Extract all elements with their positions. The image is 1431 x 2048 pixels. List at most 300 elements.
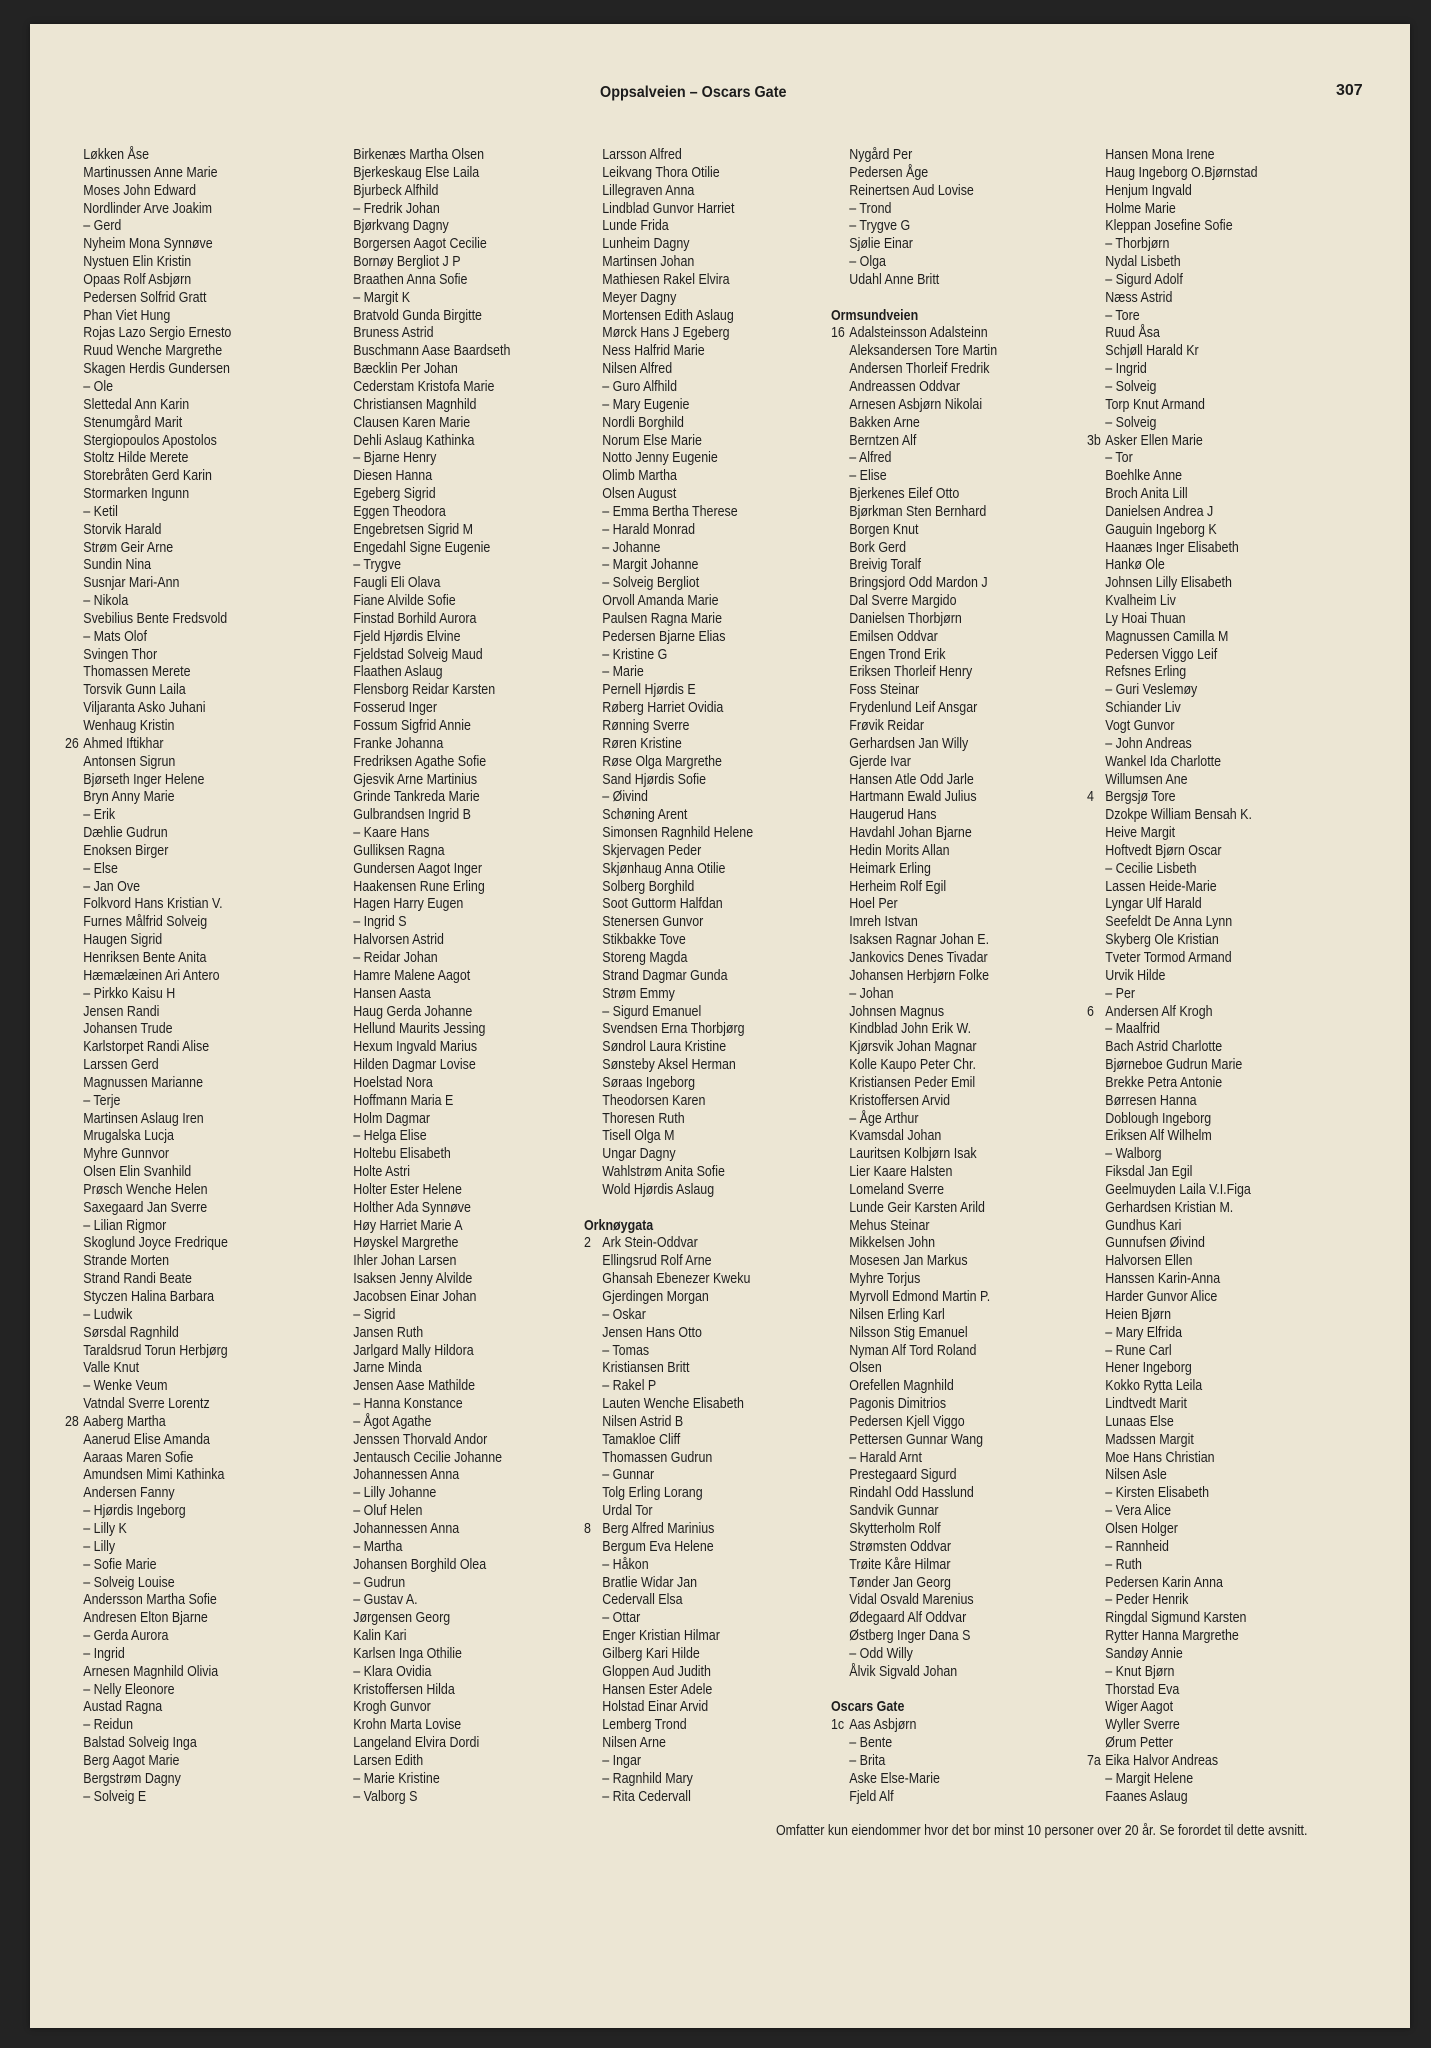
resident-name: Jankovics Denes Tivadar (849, 948, 988, 966)
resident-name: Soot Guttorm Halfdan (602, 895, 723, 913)
resident-name: Kolle Kaupo Peter Chr. (849, 1056, 976, 1074)
resident-name: Larsson Alfred (602, 146, 682, 163)
resident-name: Bjerkeskaug Else Laila (353, 163, 480, 181)
resident-name: Antonsen Sigrun (83, 752, 176, 770)
resident-name: – Ruth (1105, 1555, 1142, 1573)
resident-name: Ahmed Iftikhar (83, 734, 164, 752)
resident-name: – Hanna Konstance (353, 1395, 463, 1413)
resident-name: Theodorsen Karen (602, 1091, 706, 1109)
resident-name: Ringdal Sigmund Karsten (1105, 1609, 1247, 1627)
resident-name: – Ingar (602, 1751, 642, 1769)
resident-name: – Sofie Marie (83, 1555, 157, 1573)
resident-name: Strøm Emmy (602, 984, 675, 1002)
resident-name: Finstad Borhild Aurora (353, 609, 477, 627)
resident-name: Engen Trond Erik (849, 645, 946, 663)
resident-name: Enger Kristian Hilmar (602, 1627, 720, 1645)
resident-name: Aanerud Elise Amanda (83, 1430, 210, 1448)
resident-name: Bergum Eva Helene (602, 1537, 714, 1555)
resident-name: Berntzen Alf (849, 431, 917, 449)
resident-name: Meyer Dagny (602, 288, 677, 306)
resident-name: Strande Morten (83, 1252, 170, 1270)
resident-name: Lier Kaare Halsten (849, 1163, 953, 1181)
page-number: 307 (1336, 82, 1363, 99)
resident-name: – Vera Alice (1105, 1502, 1172, 1520)
resident-name: – John Andreas (1105, 734, 1192, 752)
resident-name: Kvalheim Liv (1105, 592, 1176, 610)
resident-name: Sønsteby Aksel Herman (602, 1056, 736, 1074)
resident-name: – Martha (353, 1537, 403, 1555)
resident-name: – Bente (849, 1734, 893, 1752)
resident-name: Jenssen Thorvald Andor (353, 1430, 488, 1448)
resident-name: – Harald Monrad (602, 520, 695, 538)
resident-name: Lassen Heide-Marie (1105, 877, 1217, 895)
resident-name: Ruud Wenche Margrethe (83, 342, 223, 360)
resident-name: Kristiansen Peder Emil (849, 1073, 976, 1091)
resident-name: Gjerdingen Morgan (602, 1288, 709, 1305)
resident-name: Danielsen Thorbjørn (849, 609, 962, 627)
house-number: 1c (831, 1716, 845, 1734)
resident-name: Olsen August (602, 485, 677, 503)
resident-name: Cedervall Elsa (602, 1591, 683, 1609)
resident-name: Bratlie Widar Jan (602, 1573, 698, 1591)
resident-name: Hoelstad Nora (353, 1073, 433, 1091)
resident-name: – Lilian Rigmor (83, 1216, 167, 1234)
resident-name: Andersson Martha Sofie (83, 1591, 217, 1609)
resident-name: – Ågot Agathe (353, 1412, 432, 1430)
resident-name: Stenumgård Marit (83, 413, 183, 431)
resident-name: – Lilly K (83, 1519, 127, 1537)
resident-name: Notto Jenny Eugenie (602, 449, 718, 467)
resident-name: Hamre Malene Aagot (353, 966, 471, 984)
resident-name: Haakensen Rune Erling (353, 877, 485, 895)
resident-name: Andersen Alf Krogh (1105, 1002, 1213, 1020)
resident-name: Mathiesen Rakel Elvira (602, 270, 730, 288)
resident-name: Jacobsen Einar Johan (353, 1288, 477, 1305)
resident-name: – Marie (602, 663, 644, 681)
resident-name: Sandvik Gunnar (849, 1502, 939, 1520)
resident-name: Johannessen Anna (353, 1466, 460, 1484)
resident-name: Langeland Elvira Dordi (353, 1734, 480, 1752)
resident-name: Broch Anita Lill (1105, 485, 1188, 503)
resident-name: Bjerkenes Eilef Otto (849, 485, 960, 503)
resident-name: – Wenke Veum (83, 1377, 168, 1395)
resident-name: Urvik Hilde (1105, 966, 1166, 984)
resident-name: Thomassen Gudrun (602, 1448, 713, 1466)
resident-name: Haug Ingeborg O.Bjørnstad (1105, 163, 1258, 181)
resident-name: – Cecilie Lisbeth (1105, 859, 1197, 877)
resident-name: Lindtvedt Marit (1105, 1395, 1187, 1413)
resident-name: Amundsen Mimi Kathinka (83, 1466, 225, 1484)
resident-name: Skagen Herdis Gundersen (83, 360, 230, 378)
resident-name: Karlstorpet Randi Alise (83, 1038, 210, 1056)
resident-name: Jørgensen Georg (353, 1609, 451, 1627)
resident-name: Udahl Anne Britt (849, 270, 940, 288)
resident-name: Jarne Minda (353, 1359, 422, 1377)
resident-name: Hexum Ingvald Marius (353, 1038, 478, 1056)
resident-name: – Reidun (83, 1716, 134, 1734)
house-number: 7a (1087, 1751, 1101, 1769)
resident-name: – Solveig (1105, 377, 1157, 395)
resident-name: Fjeld Hjørdis Elvine (353, 627, 461, 645)
resident-name: – Maalfrid (1105, 1020, 1160, 1038)
resident-name: – Solveig E (83, 1787, 147, 1805)
resident-name: Christiansen Magnhild (353, 395, 477, 413)
resident-name: Bakken Arne (849, 413, 920, 431)
resident-name: Bjørseth Inger Helene (83, 770, 205, 788)
resident-name: Torsvik Gunn Laila (83, 681, 186, 699)
resident-name: Havdahl Johan Bjarne (849, 824, 972, 842)
resident-name: Austad Ragna (83, 1698, 163, 1716)
resident-name: Viljaranta Asko Juhani (83, 699, 206, 717)
resident-name: Ihler Johan Larsen (353, 1252, 457, 1270)
resident-name: – Marie Kristine (353, 1769, 440, 1787)
resident-name: Thoresen Ruth (602, 1109, 685, 1127)
resident-name: Hoel Per (849, 895, 898, 913)
resident-name: Thorstad Eva (1105, 1680, 1180, 1698)
resident-name: Gundhus Kari (1105, 1216, 1182, 1234)
resident-name: Fjeldstad Solveig Maud (353, 645, 483, 663)
resident-name: Nordlinder Arve Joakim (83, 199, 212, 217)
resident-name: Gundersen Aagot Inger (353, 859, 483, 877)
resident-name: Storvik Harald (83, 520, 162, 538)
resident-name: – Trond (849, 199, 892, 217)
resident-name: Aske Else-Marie (849, 1769, 940, 1787)
resident-name: – Kaare Hans (353, 824, 430, 842)
resident-name: Strøm Geir Arne (83, 538, 174, 556)
resident-name: – Kristine G (602, 645, 668, 663)
resident-name: Lomeland Sverre (849, 1180, 945, 1198)
resident-name: Mørck Hans J Egeberg (602, 324, 730, 342)
resident-name: Foss Steinar (849, 681, 920, 699)
resident-name: – Valborg S (353, 1787, 418, 1805)
resident-name: Stikbakke Tove (602, 931, 686, 949)
resident-name: Arnesen Magnhild Olivia (83, 1662, 219, 1680)
resident-name: Lauritsen Kolbjørn Isak (849, 1145, 977, 1163)
resident-name: – Åge Arthur (849, 1109, 919, 1127)
resident-name: Ålvik Sigvald Johan (849, 1662, 958, 1680)
resident-name: – Ragnhild Mary (602, 1769, 693, 1787)
resident-name: Faanes Aslaug (1105, 1787, 1188, 1805)
resident-name: Berg Alfred Marinius (602, 1519, 715, 1537)
resident-name: Nilsen Erling Karl (849, 1305, 945, 1323)
resident-name: Gulliksen Ragna (353, 841, 445, 859)
resident-name: Isaksen Ragnar Johan E. (849, 931, 990, 949)
resident-name: – Ingrid (83, 1644, 125, 1662)
resident-name: Lunde Geir Karsten Arild (849, 1198, 985, 1216)
resident-name: Braathen Anna Sofie (353, 270, 468, 288)
resident-name: Pedersen Åge (849, 163, 929, 181)
resident-name: Stormarken Ingunn (83, 485, 190, 503)
resident-name: Willumsen Ane (1105, 770, 1188, 788)
resident-name: Myrvoll Edmond Martin P. (849, 1288, 991, 1305)
house-number: 28 (65, 1412, 79, 1430)
resident-name: Leikvang Thora Otilie (602, 163, 720, 181)
resident-name: Hankø Ole (1105, 556, 1165, 574)
resident-name: – Knut Bjørn (1105, 1662, 1175, 1680)
resident-name: – Thorbjørn (1105, 235, 1170, 253)
resident-name: Flaathen Aslaug (353, 663, 443, 681)
resident-name: Ellingsrud Rolf Arne (602, 1252, 712, 1270)
resident-name: Dal Sverre Margido (849, 592, 957, 610)
resident-name: Olsen Holger (1105, 1519, 1178, 1537)
resident-name: – Hjørdis Ingeborg (83, 1502, 186, 1520)
resident-name: – Ketil (83, 502, 118, 520)
resident-name: Prøsch Wenche Helen (83, 1180, 208, 1198)
resident-name: Kalin Kari (353, 1627, 407, 1645)
resident-name: Kokko Rytta Leila (1105, 1377, 1203, 1395)
resident-name: Egeberg Sigrid (353, 485, 436, 503)
resident-name: Gulbrandsen Ingrid B (353, 806, 471, 824)
resident-name: Hansen Aasta (353, 984, 431, 1002)
resident-name: – Erik (83, 806, 116, 824)
resident-name: Hilden Dagmar Lovise (353, 1056, 476, 1074)
resident-name: Tolg Erling Lorang (602, 1484, 703, 1502)
resident-name: – Bjarne Henry (353, 449, 437, 467)
resident-name: – Guri Veslemøy (1105, 681, 1198, 699)
resident-name: Svingen Thor (83, 645, 158, 663)
house-number: 4 (1087, 788, 1094, 806)
resident-name: Pedersen Solfrid Gratt (83, 288, 207, 306)
resident-name: Martinsen Aslaug Iren (83, 1109, 204, 1127)
resident-name: Balstad Solveig Inga (83, 1734, 197, 1752)
resident-name: Ruud Åsa (1105, 324, 1160, 342)
resident-name: Jensen Hans Otto (602, 1323, 702, 1341)
resident-name: – Pirkko Kaisu H (83, 984, 176, 1002)
resident-name: Slettedal Ann Karin (83, 395, 190, 413)
resident-name: Bornøy Bergliot J P (353, 253, 461, 271)
resident-name: Andreassen Oddvar (849, 377, 961, 395)
resident-name: Holme Marie (1105, 199, 1176, 217)
resident-name: Herheim Rolf Egil (849, 877, 947, 895)
resident-name: Nyheim Mona Synnøve (83, 235, 213, 253)
resident-name: Søraas Ingeborg (602, 1073, 695, 1091)
resident-name: Svebilius Bente Fredsvold (83, 609, 228, 627)
resident-name: Jensen Aase Mathilde (353, 1377, 476, 1395)
resident-name: Engedahl Signe Eugenie (353, 538, 491, 556)
resident-name: – Lilly Johanne (353, 1484, 437, 1502)
resident-name: Ørum Petter (1105, 1734, 1174, 1752)
resident-name: Breivig Toralf (849, 556, 922, 574)
resident-name: Birkenæs Martha Olsen (353, 146, 485, 163)
resident-name: Frøvik Reidar (849, 717, 924, 734)
resident-name: Thomassen Merete (83, 663, 191, 681)
resident-name: – Johan (849, 984, 894, 1002)
resident-name: – Oluf Helen (353, 1502, 423, 1520)
resident-name: Phan Viet Hung (83, 306, 171, 324)
resident-name: Johnsen Magnus (849, 1002, 945, 1020)
resident-name: Fiane Alvilde Sofie (353, 592, 456, 610)
resident-name: Arnesen Asbjørn Nikolai (849, 395, 983, 413)
resident-name: Cederstam Kristofa Marie (353, 377, 495, 395)
resident-name: Aaraas Maren Sofie (83, 1448, 194, 1466)
resident-name: – Øivind (602, 788, 648, 806)
resident-name: – Ludwik (83, 1305, 133, 1323)
resident-name: Mrugalska Lucja (83, 1127, 174, 1145)
resident-name: Faugli Eli Olava (353, 574, 441, 592)
resident-name: Isaksen Jenny Alvilde (353, 1270, 473, 1288)
resident-name: – Tore (1105, 306, 1140, 324)
resident-name: – Trygve (353, 556, 402, 574)
resident-name: Børresen Hanna (1105, 1091, 1197, 1109)
resident-name: Orvoll Amanda Marie (602, 592, 719, 610)
resident-name: Svendsen Erna Thorbjørg (602, 1020, 745, 1038)
resident-name: Sundin Nina (83, 556, 152, 574)
resident-name: Hæmælæinen Ari Antero (83, 966, 220, 984)
resident-name: – Ottar (602, 1609, 641, 1627)
resident-name: Madssen Margit (1105, 1430, 1194, 1448)
resident-name: Mikkelsen John (849, 1234, 936, 1252)
resident-name: Taraldsrud Torun Herbjørg (83, 1341, 228, 1359)
resident-name: Kjørsvik Johan Magnar (849, 1038, 977, 1056)
resident-name: Hartmann Ewald Julius (849, 788, 977, 806)
resident-name: Jensen Randi (83, 1002, 160, 1020)
resident-name: Pedersen Viggo Leif (1105, 645, 1218, 663)
house-number: 2 (584, 1234, 591, 1252)
resident-name: Hener Ingeborg (1105, 1359, 1192, 1377)
resident-name: Heien Bjørn (1105, 1305, 1171, 1323)
resident-name: Pettersen Gunnar Wang (849, 1430, 984, 1448)
resident-name: Røse Olga Margrethe (602, 752, 722, 770)
resident-name: Hagen Harry Eugen (353, 895, 464, 913)
resident-name: Lauten Wenche Elisabeth (602, 1395, 744, 1413)
resident-name: Styczen Halina Barbara (83, 1288, 215, 1305)
resident-name: Lindblad Gunvor Harriet (602, 199, 735, 217)
resident-name: Larsen Edith (353, 1751, 424, 1769)
resident-name: Sand Hjørdis Sofie (602, 770, 707, 788)
resident-name: Strand Randi Beate (83, 1270, 192, 1288)
resident-name: Bach Astrid Charlotte (1105, 1038, 1223, 1056)
street-name: Oscars Gate (831, 1698, 905, 1716)
resident-name: Pedersen Kjell Viggo (849, 1412, 965, 1430)
resident-name: Ness Halfrid Marie (602, 342, 705, 360)
resident-name: Røberg Harriet Ovidia (602, 699, 724, 717)
resident-name: Lunaas Else (1105, 1412, 1174, 1430)
resident-name: Eika Halvor Andreas (1105, 1751, 1219, 1769)
resident-name: Danielsen Andrea J (1105, 502, 1214, 520)
resident-name: Næss Astrid (1105, 288, 1173, 306)
resident-name: Bork Gerd (849, 538, 906, 556)
resident-name: Rønning Sverre (602, 717, 690, 734)
resident-name: Jentausch Cecilie Johanne (353, 1448, 503, 1466)
resident-name: Krogh Gunvor (353, 1698, 431, 1716)
resident-name: Haug Gerda Johanne (353, 1002, 473, 1020)
resident-name: Stenersen Gunvor (602, 913, 704, 931)
resident-name: – Olga (849, 253, 886, 271)
resident-name: Flensborg Reidar Karsten (353, 681, 496, 699)
resident-name: Gerhardsen Kristian M. (1105, 1198, 1234, 1216)
resident-name: Tamakloe Cliff (602, 1430, 681, 1448)
resident-name: – Nelly Eleonore (83, 1680, 175, 1698)
resident-name: Myhre Torjus (849, 1270, 921, 1288)
house-number: 26 (65, 734, 79, 752)
resident-name: – Gustav A. (353, 1591, 418, 1609)
resident-name: – Nikola (83, 592, 129, 610)
resident-name: Olsen (849, 1359, 882, 1377)
resident-name: Tønder Jan Georg (849, 1573, 951, 1591)
resident-name: – Kirsten Elisabeth (1105, 1484, 1210, 1502)
resident-name: Lemberg Trond (602, 1716, 687, 1734)
resident-name: Eriksen Thorleif Henry (849, 663, 973, 681)
resident-name: Halvorsen Ellen (1105, 1252, 1193, 1270)
house-number: 8 (584, 1519, 591, 1537)
resident-name: Harder Gunvor Alice (1105, 1288, 1218, 1305)
resident-name: Heive Margit (1105, 824, 1176, 842)
resident-name: Martinsen Johan (602, 253, 695, 271)
resident-name: – Mary Elfrida (1105, 1323, 1183, 1341)
resident-name: Johnsen Lilly Elisabeth (1105, 574, 1232, 592)
resident-name: Gjerde Ivar (849, 752, 911, 770)
resident-name: Rojas Lazo Sergio Ernesto (83, 324, 232, 342)
resident-name: – Sigurd Emanuel (602, 1002, 702, 1020)
resident-name: Kristiansen Britt (602, 1359, 690, 1377)
resident-name: – Alfred (849, 449, 892, 467)
resident-name: Gjesvik Arne Martinius (353, 770, 478, 788)
resident-name: – Helga Elise (353, 1127, 427, 1145)
resident-name: – Margit Helene (1105, 1769, 1194, 1787)
resident-name: Pedersen Karin Anna (1105, 1573, 1223, 1591)
resident-name: Wenhaug Kristin (83, 717, 175, 734)
resident-name: – Ingrid (1105, 360, 1147, 378)
resident-name: Emilsen Oddvar (849, 627, 938, 645)
resident-name: Wiger Aagot (1105, 1698, 1174, 1716)
resident-name: Vogt Gunvor (1105, 717, 1175, 734)
resident-name: Grinde Tankreda Marie (353, 788, 480, 806)
resident-name: Johansen Trude (83, 1020, 173, 1038)
resident-name: Andresen Elton Bjarne (83, 1609, 208, 1627)
resident-name: – Walborg (1105, 1145, 1162, 1163)
resident-name: Bjørneboe Gudrun Marie (1105, 1056, 1243, 1074)
resident-name: Skoglund Joyce Fredrique (83, 1234, 228, 1252)
resident-name: Søndrol Laura Kristine (602, 1038, 727, 1056)
resident-name: Gloppen Aud Judith (602, 1662, 711, 1680)
resident-name: – Gudrun (353, 1573, 406, 1591)
resident-name: Johansen Herbjørn Folke (849, 966, 990, 984)
resident-name: Gunnufsen Øivind (1105, 1234, 1205, 1252)
resident-name: Martinussen Anne Marie (83, 163, 218, 181)
street-name: Orknøygata (584, 1216, 654, 1234)
directory-page (30, 24, 1410, 2028)
resident-name: Sørsdal Ragnhild (83, 1323, 179, 1341)
resident-name: – Mats Olof (83, 627, 147, 645)
resident-name: Simonsen Ragnhild Helene (602, 824, 754, 842)
resident-name: Storeng Magda (602, 948, 688, 966)
resident-name: Ark Stein-Oddvar (602, 1234, 698, 1252)
resident-name: Henjum Ingvald (1105, 181, 1192, 199)
street-name: Ormsundveien (831, 306, 919, 324)
resident-name: – Rune Carl (1105, 1341, 1172, 1359)
resident-name: Storebråten Gerd Karin (83, 467, 212, 485)
resident-name: Nilsen Alfred (602, 360, 673, 378)
resident-name: Røren Kristine (602, 734, 682, 752)
resident-name: Nyman Alf Tord Roland (849, 1341, 977, 1359)
resident-name: Wahlstrøm Anita Sofie (602, 1163, 725, 1181)
resident-name: Folkvord Hans Kristian V. (83, 895, 223, 913)
resident-name: Eggen Theodora (353, 502, 446, 520)
resident-name: Haugerud Hans (849, 806, 937, 824)
resident-name: Sandøy Annie (1105, 1644, 1183, 1662)
house-number: 16 (831, 324, 845, 342)
resident-name: Olimb Martha (602, 467, 677, 485)
resident-name: Fjeld Alf (849, 1787, 894, 1805)
resident-name: Larssen Gerd (83, 1056, 159, 1074)
house-number: 6 (1087, 1002, 1094, 1020)
resident-name: Sjølie Einar (849, 235, 913, 253)
resident-name: Prestegaard Sigurd (849, 1466, 957, 1484)
resident-name: – Tor (1105, 449, 1133, 467)
resident-name: Mortensen Edith Aslaug (602, 306, 734, 324)
resident-name: Franke Johanna (353, 734, 444, 752)
resident-name: – Harald Arnt (849, 1448, 922, 1466)
